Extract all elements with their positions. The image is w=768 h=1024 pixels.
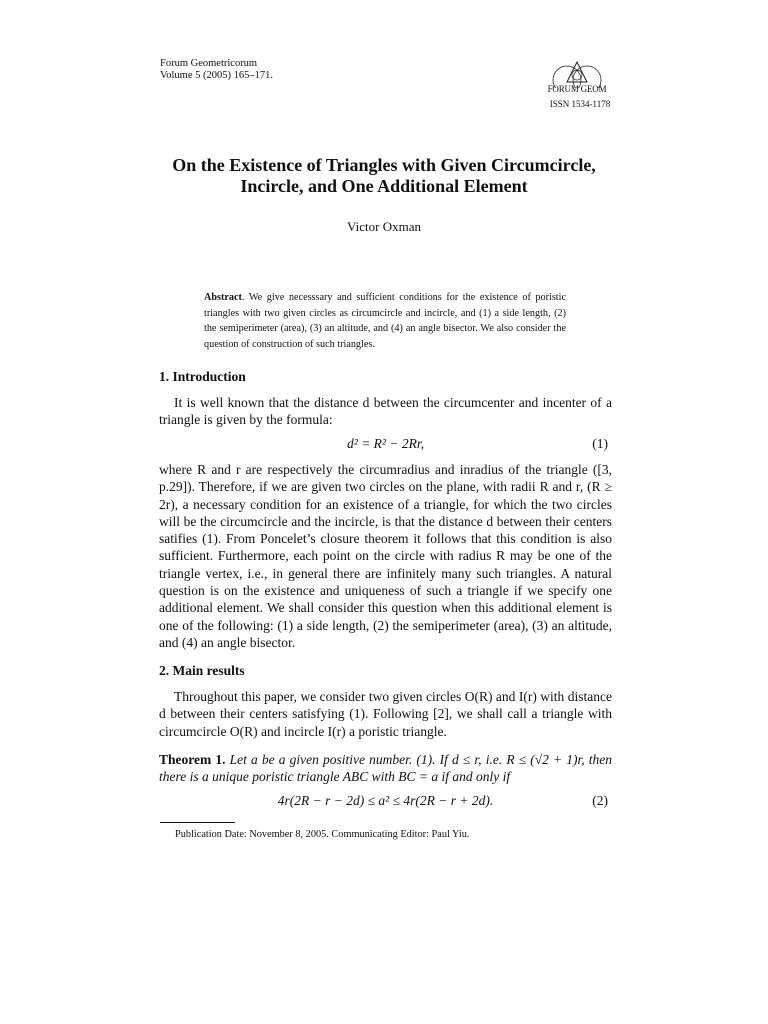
title-line-1: On the Existence of Triangles with Given Circumcircle,	[172, 155, 596, 175]
author: Victor Oxman	[347, 219, 421, 234]
journal-name: Forum Geometricorum	[160, 58, 258, 69]
logo-text: FORUM GEOM	[547, 84, 607, 94]
journal-volume: Volume 5 (2005) 165–171.	[160, 70, 273, 81]
intro-paragraph-1: It is well known that the distance d between the circumcenter and incenter of a triangle is given by the formula:	[159, 395, 612, 428]
equation-1	[159, 436, 612, 452]
footnote-rule	[160, 822, 235, 823]
equation-2-number: (2)	[592, 793, 608, 808]
theorem-label: Theorem 1.	[159, 752, 226, 767]
equation-1-number: (1)	[592, 436, 608, 451]
main-results-paragraph: Throughout this paper, we consider two given circles O(R) and I(r) with distance d between their centers satisfying (1). Following [2], we shall call a triangle with circumcircle O(R) and incircle I(r) a poristic triangle.	[159, 689, 612, 739]
theorem-1	[159, 751, 612, 786]
title-line-2: Incircle, and One Additional Element	[240, 176, 528, 196]
abstract	[204, 290, 566, 352]
intro-paragraph-2: where R and r are respectively the circumradius and inradius of the triangle ([3, p.29]). Therefore, if we are given two circles on the plane, with radii R and r, (R ≥ 2r), a necessary condition for an existence of a triangle, for which the two circles will be the circumcircle and the incircle, is that the distance d between their centers satifies (1). From Poncelet’s closure theorem it follows that this condition is also sufficient. Furthermore, each point on the circle with radius R may be one of the triangle vertex, i.e., in general there are infinitely many such triangles. A natural question is on the existence and uniqueness of such a triangle if we specify one additional element. We shall consider this question when this additional element is one of the following: (1) a side length, (2) the semiperimeter (area), (3) an altitude, and (4) an angle bisector.	[159, 462, 612, 650]
paper-title	[150, 155, 618, 197]
journal-header	[160, 58, 273, 82]
section-2-heading: 2. Main results	[159, 663, 245, 678]
equation-1-body: d² = R² − 2Rr,	[347, 436, 424, 451]
equation-2	[159, 793, 612, 809]
issn: ISSN 1534-1178	[549, 99, 611, 109]
theorem-statement: Let a be a given positive number. (1). If d ≤ r, i.e. R ≤ (√2 + 1)r, then there is a unique poristic triangle ABC with BC = a if and only if	[159, 752, 613, 785]
abstract-label: Abstract	[204, 292, 242, 303]
section-1-heading: 1. Introduction	[159, 369, 246, 384]
abstract-text: . We give necesssary and sufficient conditions for the existence of poristic triangles with two given circles as circumcircle and incircle, and (1) a side length, (2) the semiperimeter (area), (3) an altitude, and (4) an angle bisector. We also consider the question of construction of such triangles.	[204, 292, 566, 350]
equation-2-body: 4r(2R − r − 2d) ≤ a² ≤ 4r(2R − r + 2d).	[277, 793, 494, 808]
footnote: Publication Date: November 8, 2005. Communicating Editor: Paul Yiu.	[175, 829, 470, 840]
